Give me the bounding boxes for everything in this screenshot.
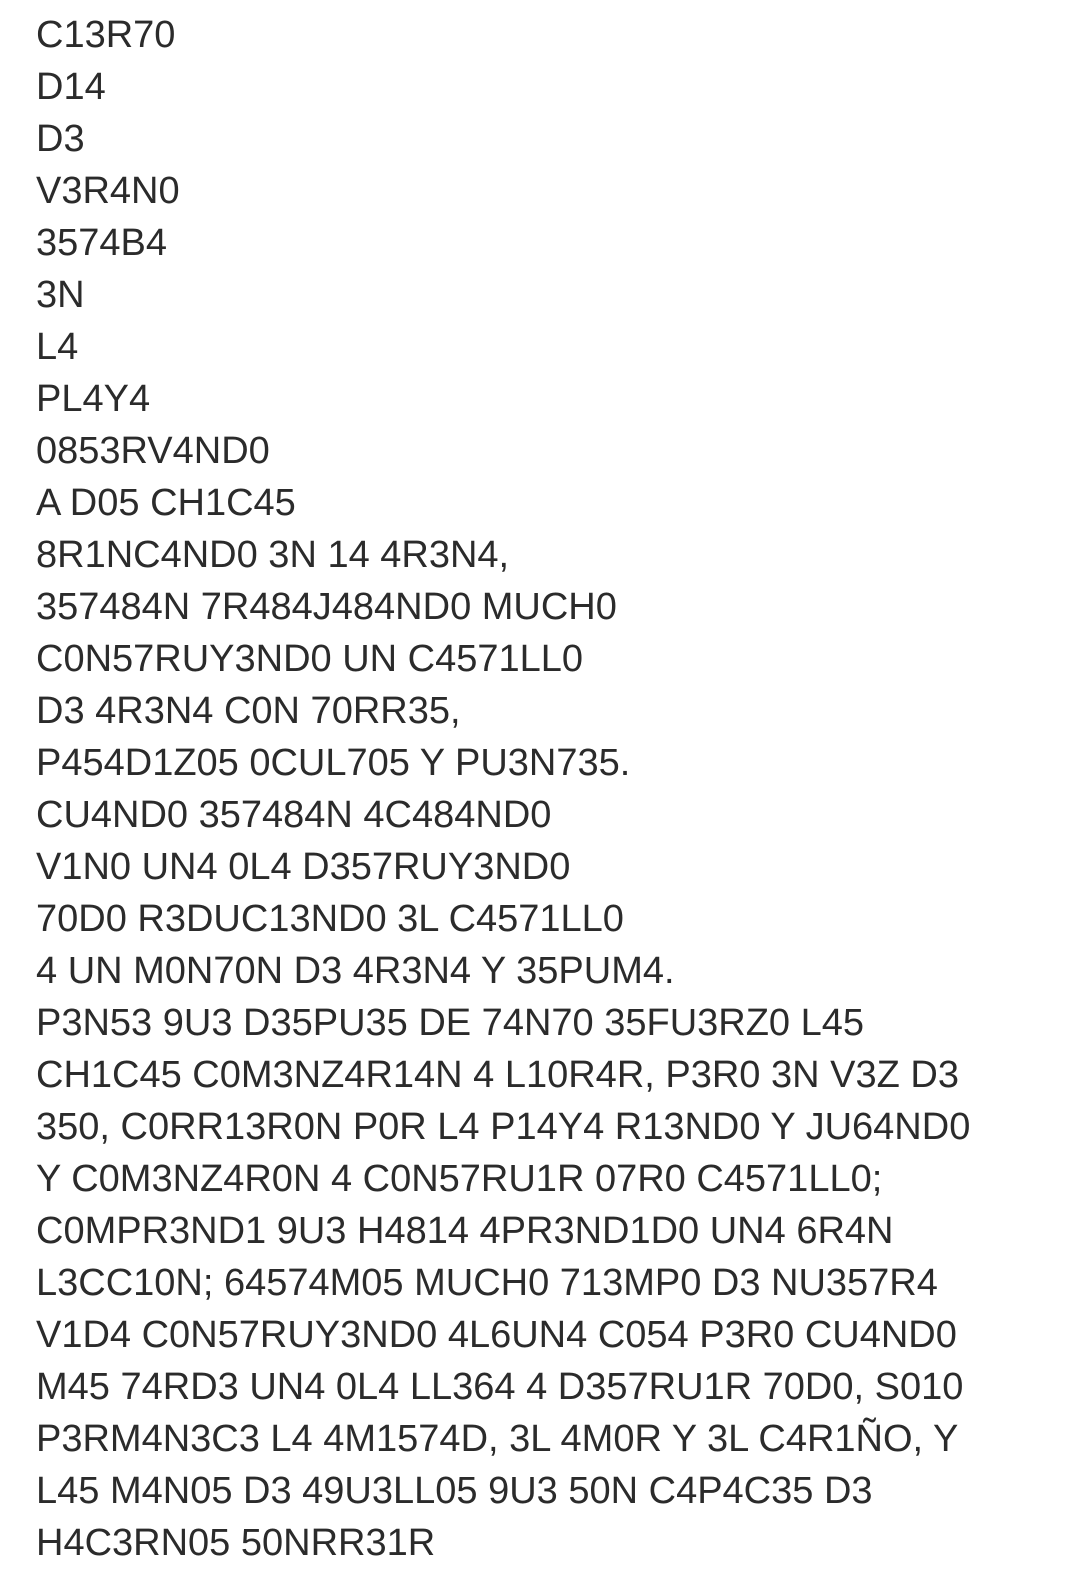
text-line: 3574B4 — [36, 222, 168, 264]
text-line: C0MPR3ND1 9U3 H4814 4PR3ND1D0 UN4 6R4N — [36, 1210, 894, 1252]
text-line: Y C0M3NZ4R0N 4 C0N57RU1R 07R0 C4571LL0; — [36, 1158, 883, 1200]
text-line: 357484N 7R484J484ND0 MUCH0 — [36, 586, 617, 628]
text-line: A D05 CH1C45 — [36, 482, 296, 524]
text-line: D3 4R3N4 C0N 70RR35, — [36, 690, 461, 732]
text-line: D3 — [36, 118, 85, 160]
text-line: P454D1Z05 0CUL705 Y PU3N735. — [36, 742, 631, 784]
text-line: M45 74RD3 UN4 0L4 LL364 4 D357RU1R 70D0, S010 — [36, 1366, 964, 1408]
text-line: V1N0 UN4 0L4 D357RUY3ND0 — [36, 846, 571, 888]
text-line: C13R70 — [36, 14, 176, 56]
text-line: 3N — [36, 274, 85, 316]
text-line: 4 UN M0N70N D3 4R3N4 Y 35PUM4. — [36, 950, 675, 992]
text-line: V3R4N0 — [36, 170, 180, 212]
text-line: 0853RV4ND0 — [36, 430, 270, 472]
text-line: L45 M4N05 D3 49U3LL05 9U3 50N C4P4C35 D3 — [36, 1470, 873, 1512]
text-line: V1D4 C0N57RUY3ND0 4L6UN4 C054 P3R0 CU4ND0 — [36, 1314, 957, 1356]
text-line: CH1C45 C0M3NZ4R14N 4 L10R4R, P3R0 3N V3Z D3 — [36, 1054, 959, 1096]
text-line: 8R1NC4ND0 3N 14 4R3N4, — [36, 534, 510, 576]
text-line: PL4Y4 — [36, 378, 151, 420]
text-line: D14 — [36, 66, 106, 108]
text-line: CU4ND0 357484N 4C484ND0 — [36, 794, 552, 836]
text-block — [36, 9, 1066, 1569]
text-line: L4 — [36, 326, 79, 368]
text-line: L3CC10N; 64574M05 MUCH0 713MP0 D3 NU357R4 — [36, 1262, 938, 1304]
text-line: P3RM4N3C3 L4 4M1574D, 3L 4M0R Y 3L C4R1ÑO, Y — [36, 1418, 959, 1460]
text-line: 350, C0RR13R0N P0R L4 P14Y4 R13ND0 Y JU64ND0 — [36, 1106, 971, 1148]
text-line: 70D0 R3DUC13ND0 3L C4571LL0 — [36, 898, 624, 940]
text-line: P3N53 9U3 D35PU35 DE 74N70 35FU3RZ0 L45 — [36, 1002, 865, 1044]
text-line: H4C3RN05 50NRR31R — [36, 1522, 436, 1564]
text-line: C0N57RUY3ND0 UN C4571LL0 — [36, 638, 584, 680]
